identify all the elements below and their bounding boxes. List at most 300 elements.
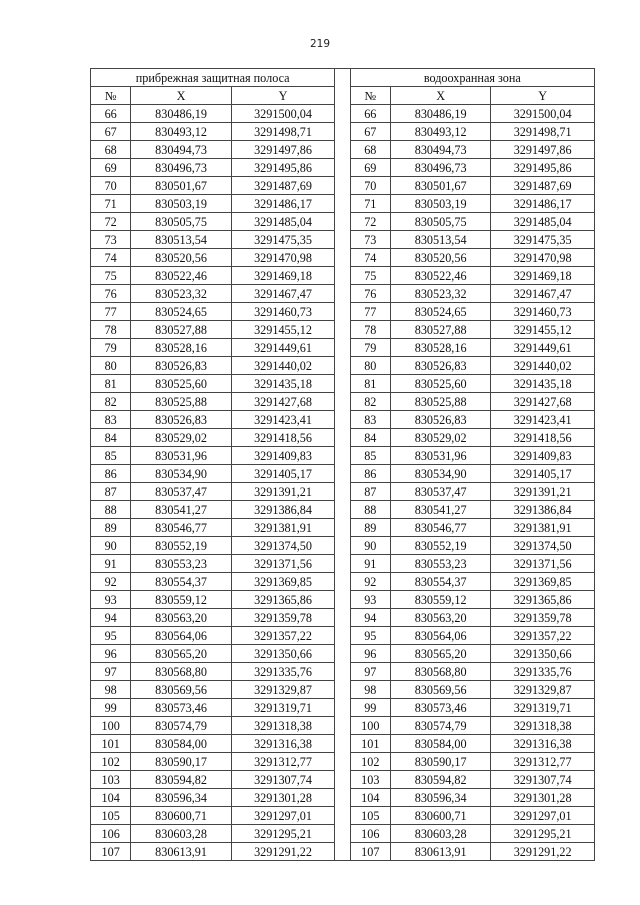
right-point-number: 101 (350, 735, 390, 753)
right-y-coordinate: 3291291,22 (491, 843, 595, 861)
left-y-coordinate: 3291386,84 (231, 501, 335, 519)
left-point-number: 69 (91, 159, 131, 177)
column-gap (335, 87, 350, 105)
column-gap (335, 483, 350, 501)
column-gap (335, 123, 350, 141)
right-point-number: 69 (350, 159, 390, 177)
right-header-y: Y (491, 87, 595, 105)
left-point-number: 96 (91, 645, 131, 663)
left-x-coordinate: 830559,12 (131, 591, 231, 609)
left-point-number: 75 (91, 267, 131, 285)
right-point-number: 70 (350, 177, 390, 195)
table-row (91, 141, 595, 159)
left-x-coordinate: 830564,06 (131, 627, 231, 645)
left-x-coordinate: 830522,46 (131, 267, 231, 285)
table-row (91, 699, 595, 717)
left-y-coordinate: 3291295,21 (231, 825, 335, 843)
right-y-coordinate: 3291427,68 (491, 393, 595, 411)
left-y-coordinate: 3291500,04 (231, 105, 335, 123)
column-gap (335, 447, 350, 465)
column-gap (335, 789, 350, 807)
column-gap (335, 807, 350, 825)
table-row (91, 789, 595, 807)
table-row (91, 267, 595, 285)
right-y-coordinate: 3291435,18 (491, 375, 595, 393)
left-y-coordinate: 3291495,86 (231, 159, 335, 177)
left-y-coordinate: 3291467,47 (231, 285, 335, 303)
left-header-y: Y (231, 87, 335, 105)
table-row (91, 249, 595, 267)
right-y-coordinate: 3291405,17 (491, 465, 595, 483)
right-y-coordinate: 3291495,86 (491, 159, 595, 177)
right-y-coordinate: 3291295,21 (491, 825, 595, 843)
table-row (91, 447, 595, 465)
left-x-coordinate: 830501,67 (131, 177, 231, 195)
column-gap (335, 303, 350, 321)
right-point-number: 94 (350, 609, 390, 627)
right-x-coordinate: 830526,83 (390, 357, 490, 375)
right-point-number: 84 (350, 429, 390, 447)
left-point-number: 81 (91, 375, 131, 393)
right-x-coordinate: 830496,73 (390, 159, 490, 177)
left-y-coordinate: 3291381,91 (231, 519, 335, 537)
column-gap (335, 69, 350, 87)
right-point-number: 107 (350, 843, 390, 861)
column-gap (335, 771, 350, 789)
right-point-number: 105 (350, 807, 390, 825)
table-row (91, 231, 595, 249)
left-point-number: 101 (91, 735, 131, 753)
right-point-number: 104 (350, 789, 390, 807)
left-x-coordinate: 830573,46 (131, 699, 231, 717)
left-x-coordinate: 830563,20 (131, 609, 231, 627)
left-x-coordinate: 830526,83 (131, 411, 231, 429)
left-y-coordinate: 3291318,38 (231, 717, 335, 735)
column-gap (335, 393, 350, 411)
left-y-coordinate: 3291485,04 (231, 213, 335, 231)
left-y-coordinate: 3291405,17 (231, 465, 335, 483)
column-gap (335, 429, 350, 447)
page-number: 219 (309, 38, 331, 50)
table-row (91, 663, 595, 681)
left-point-number: 74 (91, 249, 131, 267)
right-x-coordinate: 830534,90 (390, 465, 490, 483)
right-x-coordinate: 830596,34 (390, 789, 490, 807)
right-x-coordinate: 830522,46 (390, 267, 490, 285)
right-x-coordinate: 830603,28 (390, 825, 490, 843)
left-x-coordinate: 830552,19 (131, 537, 231, 555)
table-row (91, 339, 595, 357)
column-gap (335, 717, 350, 735)
left-point-number: 95 (91, 627, 131, 645)
left-x-coordinate: 830493,12 (131, 123, 231, 141)
left-y-coordinate: 3291427,68 (231, 393, 335, 411)
right-x-coordinate: 830564,06 (390, 627, 490, 645)
table-row (91, 555, 595, 573)
left-point-number: 93 (91, 591, 131, 609)
right-x-coordinate: 830553,23 (390, 555, 490, 573)
table-row (91, 213, 595, 231)
column-gap (335, 645, 350, 663)
right-x-coordinate: 830573,46 (390, 699, 490, 717)
left-x-coordinate: 830603,28 (131, 825, 231, 843)
right-y-coordinate: 3291455,12 (491, 321, 595, 339)
right-y-coordinate: 3291357,22 (491, 627, 595, 645)
left-point-number: 66 (91, 105, 131, 123)
right-header-x: X (390, 87, 490, 105)
left-point-number: 103 (91, 771, 131, 789)
right-y-coordinate: 3291500,04 (491, 105, 595, 123)
table-row (91, 483, 595, 501)
table-row (91, 501, 595, 519)
left-y-coordinate: 3291301,28 (231, 789, 335, 807)
column-gap (335, 213, 350, 231)
right-point-number: 75 (350, 267, 390, 285)
right-y-coordinate: 3291391,21 (491, 483, 595, 501)
right-x-coordinate: 830486,19 (390, 105, 490, 123)
right-x-coordinate: 830505,75 (390, 213, 490, 231)
right-y-coordinate: 3291297,01 (491, 807, 595, 825)
left-point-number: 82 (91, 393, 131, 411)
left-point-number: 98 (91, 681, 131, 699)
right-x-coordinate: 830503,19 (390, 195, 490, 213)
right-point-number: 103 (350, 771, 390, 789)
right-y-coordinate: 3291359,78 (491, 609, 595, 627)
right-point-number: 66 (350, 105, 390, 123)
left-x-coordinate: 830546,77 (131, 519, 231, 537)
left-point-number: 89 (91, 519, 131, 537)
column-gap (335, 825, 350, 843)
table-row (91, 825, 595, 843)
right-point-number: 83 (350, 411, 390, 429)
table-row (91, 645, 595, 663)
right-x-coordinate: 830524,65 (390, 303, 490, 321)
left-point-number: 83 (91, 411, 131, 429)
left-y-coordinate: 3291297,01 (231, 807, 335, 825)
left-x-coordinate: 830613,91 (131, 843, 231, 861)
left-x-coordinate: 830513,54 (131, 231, 231, 249)
right-point-number: 71 (350, 195, 390, 213)
left-x-coordinate: 830505,75 (131, 213, 231, 231)
table-row (91, 465, 595, 483)
table-row (91, 519, 595, 537)
column-gap (335, 375, 350, 393)
table-row (91, 375, 595, 393)
left-point-number: 84 (91, 429, 131, 447)
right-x-coordinate: 830600,71 (390, 807, 490, 825)
right-y-coordinate: 3291475,35 (491, 231, 595, 249)
right-point-number: 93 (350, 591, 390, 609)
right-y-coordinate: 3291350,66 (491, 645, 595, 663)
left-header-x: X (131, 87, 231, 105)
table-row (91, 843, 595, 861)
left-y-coordinate: 3291312,77 (231, 753, 335, 771)
left-point-number: 90 (91, 537, 131, 555)
left-point-number: 76 (91, 285, 131, 303)
left-y-coordinate: 3291455,12 (231, 321, 335, 339)
left-point-number: 92 (91, 573, 131, 591)
table-row (91, 177, 595, 195)
left-point-number: 105 (91, 807, 131, 825)
right-x-coordinate: 830529,02 (390, 429, 490, 447)
right-x-coordinate: 830546,77 (390, 519, 490, 537)
right-y-coordinate: 3291423,41 (491, 411, 595, 429)
right-y-coordinate: 3291449,61 (491, 339, 595, 357)
table-row (91, 735, 595, 753)
right-y-coordinate: 3291316,38 (491, 735, 595, 753)
left-y-coordinate: 3291435,18 (231, 375, 335, 393)
right-point-number: 85 (350, 447, 390, 465)
column-gap (335, 699, 350, 717)
right-y-coordinate: 3291467,47 (491, 285, 595, 303)
right-y-coordinate: 3291418,56 (491, 429, 595, 447)
right-x-coordinate: 830527,88 (390, 321, 490, 339)
left-x-coordinate: 830590,17 (131, 753, 231, 771)
left-point-number: 99 (91, 699, 131, 717)
left-x-coordinate: 830537,47 (131, 483, 231, 501)
left-x-coordinate: 830531,96 (131, 447, 231, 465)
table-body (91, 105, 595, 861)
column-gap (335, 285, 350, 303)
table-row (91, 303, 595, 321)
right-y-coordinate: 3291485,04 (491, 213, 595, 231)
column-gap (335, 591, 350, 609)
left-header-number: № (91, 87, 131, 105)
left-point-number: 104 (91, 789, 131, 807)
left-x-coordinate: 830529,02 (131, 429, 231, 447)
left-y-coordinate: 3291335,76 (231, 663, 335, 681)
table-row (91, 429, 595, 447)
right-x-coordinate: 830559,12 (390, 591, 490, 609)
right-point-number: 102 (350, 753, 390, 771)
left-y-coordinate: 3291374,50 (231, 537, 335, 555)
right-y-coordinate: 3291307,74 (491, 771, 595, 789)
right-point-number: 74 (350, 249, 390, 267)
left-y-coordinate: 3291350,66 (231, 645, 335, 663)
table-row (91, 393, 595, 411)
left-y-coordinate: 3291307,74 (231, 771, 335, 789)
table-row (91, 573, 595, 591)
column-gap (335, 195, 350, 213)
left-x-coordinate: 830541,27 (131, 501, 231, 519)
column-gap (335, 843, 350, 861)
right-x-coordinate: 830525,88 (390, 393, 490, 411)
right-y-coordinate: 3291329,87 (491, 681, 595, 699)
left-x-coordinate: 830503,19 (131, 195, 231, 213)
right-x-coordinate: 830513,54 (390, 231, 490, 249)
right-point-number: 99 (350, 699, 390, 717)
left-y-coordinate: 3291291,22 (231, 843, 335, 861)
left-y-coordinate: 3291391,21 (231, 483, 335, 501)
right-y-coordinate: 3291335,76 (491, 663, 595, 681)
right-y-coordinate: 3291497,86 (491, 141, 595, 159)
left-point-number: 102 (91, 753, 131, 771)
right-point-number: 92 (350, 573, 390, 591)
right-y-coordinate: 3291319,71 (491, 699, 595, 717)
table-row (91, 537, 595, 555)
right-y-coordinate: 3291440,02 (491, 357, 595, 375)
column-gap (335, 249, 350, 267)
column-gap (335, 681, 350, 699)
left-point-number: 80 (91, 357, 131, 375)
right-y-coordinate: 3291470,98 (491, 249, 595, 267)
table-row (91, 807, 595, 825)
right-point-number: 79 (350, 339, 390, 357)
left-x-coordinate: 830526,83 (131, 357, 231, 375)
table-row (91, 321, 595, 339)
left-y-coordinate: 3291470,98 (231, 249, 335, 267)
left-x-coordinate: 830527,88 (131, 321, 231, 339)
right-point-number: 68 (350, 141, 390, 159)
left-point-number: 78 (91, 321, 131, 339)
table-row (91, 717, 595, 735)
left-x-coordinate: 830568,80 (131, 663, 231, 681)
right-y-coordinate: 3291469,18 (491, 267, 595, 285)
right-y-coordinate: 3291460,73 (491, 303, 595, 321)
left-x-coordinate: 830596,34 (131, 789, 231, 807)
left-y-coordinate: 3291486,17 (231, 195, 335, 213)
table-row (91, 609, 595, 627)
right-x-coordinate: 830493,12 (390, 123, 490, 141)
right-point-number: 86 (350, 465, 390, 483)
left-x-coordinate: 830584,00 (131, 735, 231, 753)
left-x-coordinate: 830565,20 (131, 645, 231, 663)
right-point-number: 97 (350, 663, 390, 681)
right-x-coordinate: 830494,73 (390, 141, 490, 159)
left-y-coordinate: 3291409,83 (231, 447, 335, 465)
right-point-number: 77 (350, 303, 390, 321)
right-x-coordinate: 830613,91 (390, 843, 490, 861)
column-gap (335, 537, 350, 555)
left-x-coordinate: 830524,65 (131, 303, 231, 321)
left-point-number: 86 (91, 465, 131, 483)
left-y-coordinate: 3291357,22 (231, 627, 335, 645)
left-x-coordinate: 830553,23 (131, 555, 231, 573)
column-gap (335, 627, 350, 645)
left-point-number: 85 (91, 447, 131, 465)
right-point-number: 76 (350, 285, 390, 303)
right-point-number: 82 (350, 393, 390, 411)
left-y-coordinate: 3291487,69 (231, 177, 335, 195)
column-gap (335, 663, 350, 681)
column-gap (335, 411, 350, 429)
right-x-coordinate: 830541,27 (390, 501, 490, 519)
left-point-number: 68 (91, 141, 131, 159)
right-point-number: 98 (350, 681, 390, 699)
left-x-coordinate: 830496,73 (131, 159, 231, 177)
left-point-number: 71 (91, 195, 131, 213)
right-y-coordinate: 3291369,85 (491, 573, 595, 591)
left-y-coordinate: 3291449,61 (231, 339, 335, 357)
column-gap (335, 321, 350, 339)
left-point-number: 77 (91, 303, 131, 321)
table-row (91, 411, 595, 429)
left-x-coordinate: 830494,73 (131, 141, 231, 159)
right-x-coordinate: 830501,67 (390, 177, 490, 195)
left-x-coordinate: 830486,19 (131, 105, 231, 123)
left-section-title: прибрежная защитная полоса (91, 69, 335, 87)
column-gap (335, 555, 350, 573)
left-y-coordinate: 3291365,86 (231, 591, 335, 609)
table-row (91, 591, 595, 609)
left-point-number: 106 (91, 825, 131, 843)
table-row (91, 627, 595, 645)
right-x-coordinate: 830552,19 (390, 537, 490, 555)
left-y-coordinate: 3291316,38 (231, 735, 335, 753)
right-point-number: 78 (350, 321, 390, 339)
right-point-number: 73 (350, 231, 390, 249)
right-point-number: 89 (350, 519, 390, 537)
right-header-number: № (350, 87, 390, 105)
right-x-coordinate: 830537,47 (390, 483, 490, 501)
right-x-coordinate: 830568,80 (390, 663, 490, 681)
left-y-coordinate: 3291371,56 (231, 555, 335, 573)
section-title-row (91, 69, 595, 87)
column-gap (335, 465, 350, 483)
right-y-coordinate: 3291386,84 (491, 501, 595, 519)
left-x-coordinate: 830594,82 (131, 771, 231, 789)
left-x-coordinate: 830534,90 (131, 465, 231, 483)
right-x-coordinate: 830563,20 (390, 609, 490, 627)
left-point-number: 97 (91, 663, 131, 681)
left-y-coordinate: 3291369,85 (231, 573, 335, 591)
left-x-coordinate: 830600,71 (131, 807, 231, 825)
left-y-coordinate: 3291440,02 (231, 357, 335, 375)
left-point-number: 87 (91, 483, 131, 501)
coordinates-table (90, 68, 595, 861)
left-x-coordinate: 830523,32 (131, 285, 231, 303)
column-gap (335, 609, 350, 627)
right-x-coordinate: 830574,79 (390, 717, 490, 735)
table-row (91, 159, 595, 177)
left-point-number: 73 (91, 231, 131, 249)
left-x-coordinate: 830569,56 (131, 681, 231, 699)
table-row (91, 105, 595, 123)
right-y-coordinate: 3291381,91 (491, 519, 595, 537)
left-y-coordinate: 3291497,86 (231, 141, 335, 159)
column-gap (335, 159, 350, 177)
left-point-number: 107 (91, 843, 131, 861)
right-point-number: 106 (350, 825, 390, 843)
left-x-coordinate: 830574,79 (131, 717, 231, 735)
column-gap (335, 735, 350, 753)
left-y-coordinate: 3291423,41 (231, 411, 335, 429)
right-x-coordinate: 830590,17 (390, 753, 490, 771)
left-y-coordinate: 3291475,35 (231, 231, 335, 249)
right-y-coordinate: 3291318,38 (491, 717, 595, 735)
right-x-coordinate: 830526,83 (390, 411, 490, 429)
right-point-number: 81 (350, 375, 390, 393)
left-y-coordinate: 3291418,56 (231, 429, 335, 447)
right-point-number: 96 (350, 645, 390, 663)
left-y-coordinate: 3291359,78 (231, 609, 335, 627)
left-point-number: 72 (91, 213, 131, 231)
table-row (91, 753, 595, 771)
left-point-number: 88 (91, 501, 131, 519)
left-y-coordinate: 3291329,87 (231, 681, 335, 699)
right-y-coordinate: 3291498,71 (491, 123, 595, 141)
right-point-number: 88 (350, 501, 390, 519)
right-y-coordinate: 3291487,69 (491, 177, 595, 195)
right-point-number: 91 (350, 555, 390, 573)
table-row (91, 357, 595, 375)
left-point-number: 79 (91, 339, 131, 357)
left-x-coordinate: 830520,56 (131, 249, 231, 267)
left-y-coordinate: 3291319,71 (231, 699, 335, 717)
left-point-number: 91 (91, 555, 131, 573)
right-x-coordinate: 830531,96 (390, 447, 490, 465)
column-gap (335, 357, 350, 375)
